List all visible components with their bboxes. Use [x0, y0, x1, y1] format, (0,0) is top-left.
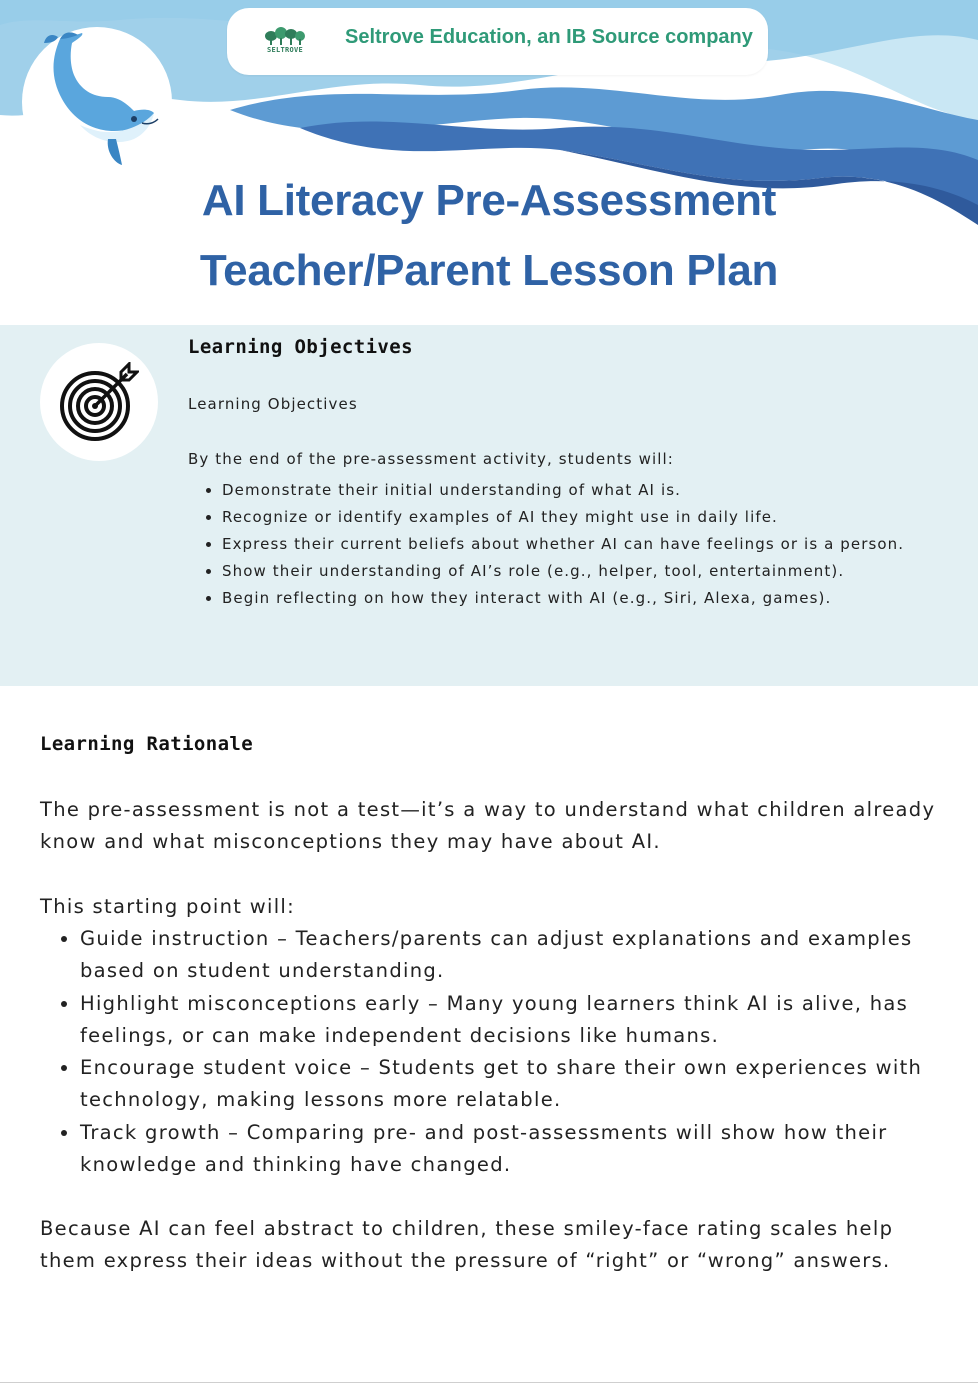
list-item: • Highlight misconceptions early – Many young learners think AI is alive, has feelings, or can make independent decisions like humans.	[80, 988, 960, 1053]
page-bottom-divider	[0, 1382, 978, 1383]
brand-name: Seltrove Education, an IB Source company	[345, 26, 753, 48]
objectives-list	[188, 477, 962, 612]
list-item: • Track growth – Comparing pre- and post-assessments will show how their knowledge and thinking have changed.	[80, 1117, 960, 1182]
objectives-heading: Learning Objectives	[188, 336, 413, 358]
list-item: • Show their understanding of AI’s role (e.g., helper, tool, entertainment).	[222, 558, 962, 585]
objectives-subheading: Learning Objectives	[188, 395, 358, 413]
learning-objectives-section	[0, 325, 978, 686]
target-icon	[59, 362, 139, 442]
list-item: • Express their current beliefs about whether AI can have feelings or is a person.	[222, 531, 962, 558]
whale-illustration	[22, 27, 172, 177]
page-title-line-2: Teacher/Parent Lesson Plan	[199, 246, 779, 295]
rationale-paragraph-1: The pre-assessment is not a test—it’s a way to understand what children already know and what misconceptions they may have about AI.	[40, 798, 936, 853]
page-header	[0, 0, 978, 325]
page-title-line-1: AI Literacy Pre-Assessment	[201, 176, 777, 225]
list-item: • Begin reflecting on how they interact with AI (e.g., Siri, Alexa, games).	[222, 585, 962, 612]
brand-banner	[227, 8, 768, 75]
list-item: • Recognize or identify examples of AI they might use in daily life.	[222, 504, 962, 531]
list-item: • Encourage student voice – Students get to share their own experiences with technology, making lessons more relatable.	[80, 1052, 960, 1117]
objectives-intro: By the end of the pre-assessment activity, students will:	[188, 450, 674, 468]
target-icon-badge	[40, 343, 158, 461]
rationale-heading: Learning Rationale	[40, 733, 254, 755]
list-item: • Guide instruction – Teachers/parents can adjust explanations and examples based on student understanding.	[80, 923, 960, 988]
rationale-paragraph-2: Because AI can feel abstract to children, these smiley-face rating scales help them express their ideas without the pressure of “right” or “wrong” answers.	[40, 1217, 894, 1272]
rationale-list	[40, 923, 960, 1181]
list-item: • Demonstrate their initial understanding of what AI is.	[222, 477, 962, 504]
brand-logo-text: SELTROVE	[266, 46, 304, 54]
rationale-list-intro: This starting point will:	[40, 895, 296, 918]
